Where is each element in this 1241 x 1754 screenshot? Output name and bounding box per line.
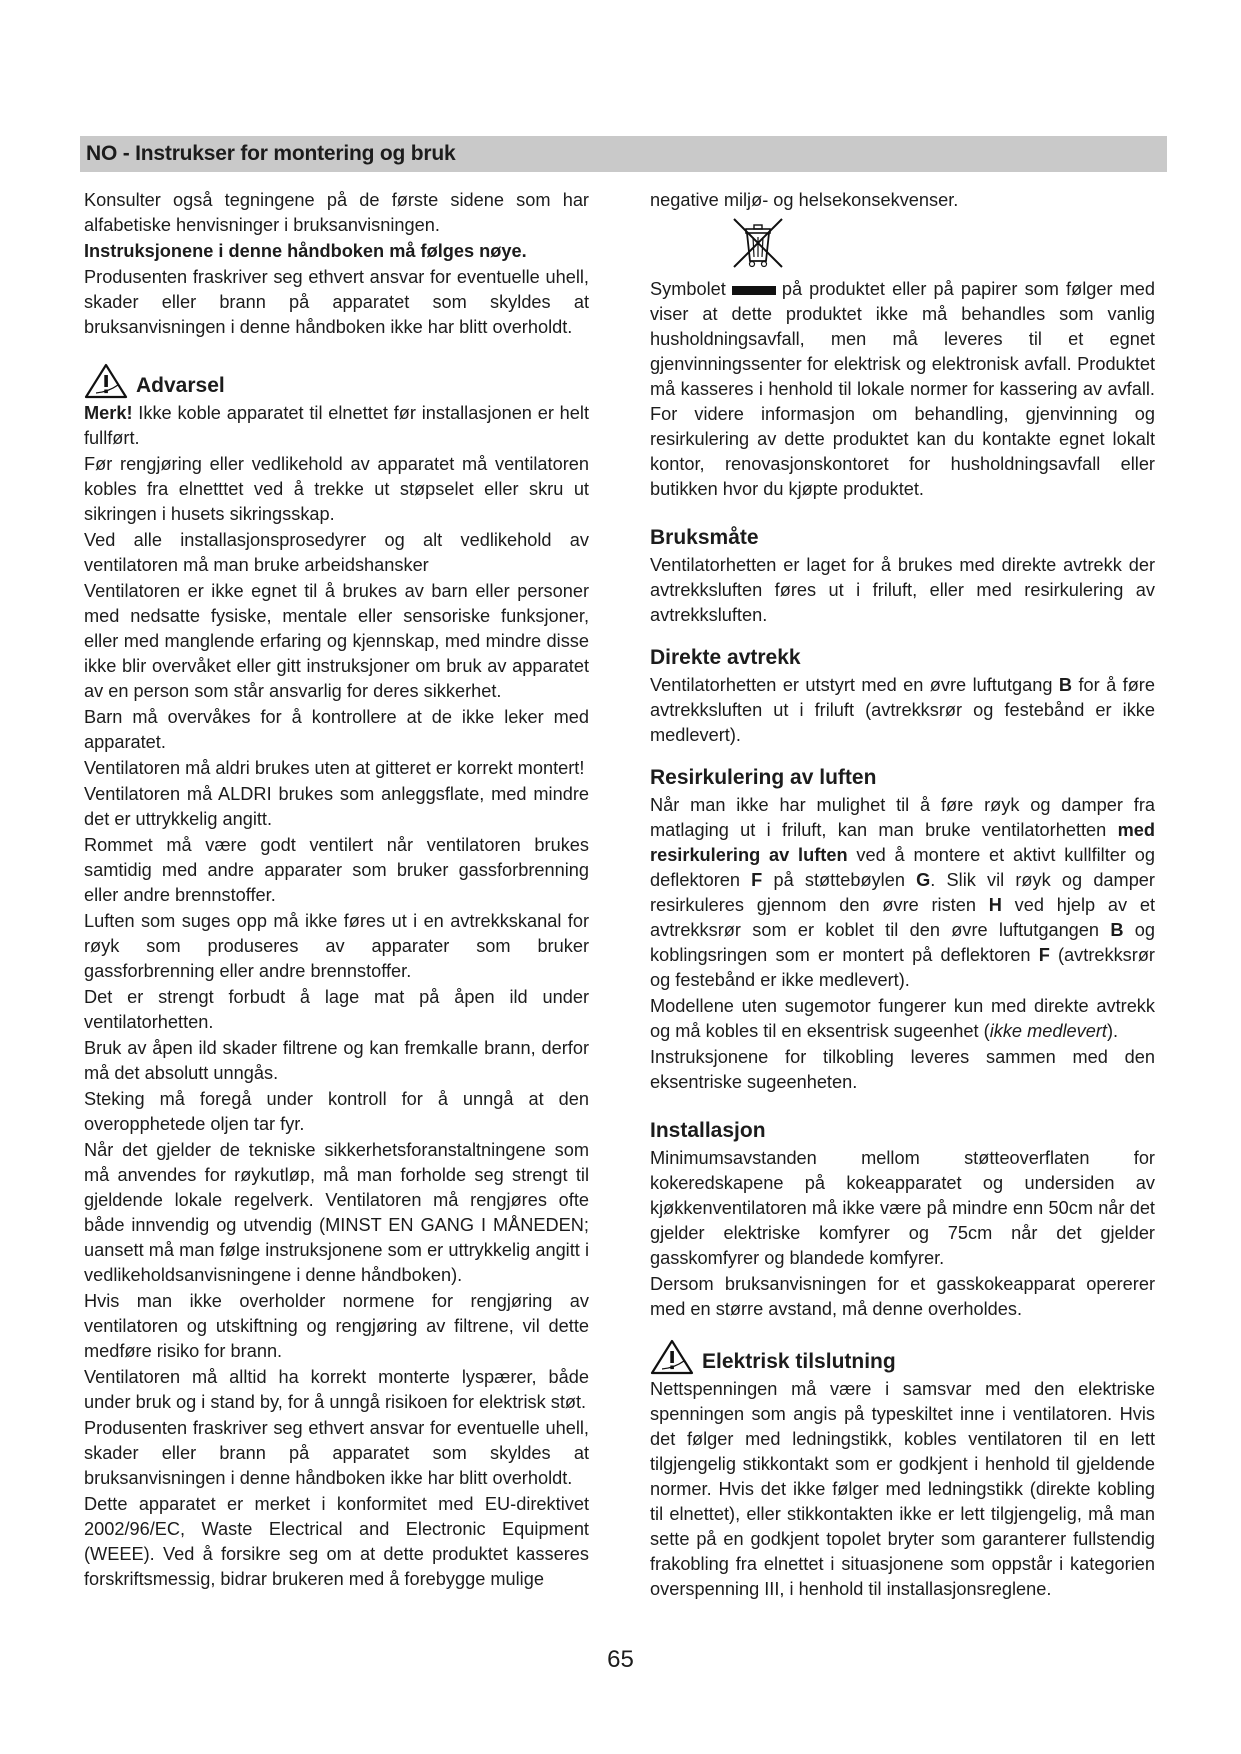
bruksmate-heading: Bruksmåte [650, 526, 759, 549]
bruksmate-paragraph: Ventilatorhetten er laget for å brukes med direkte avtrekk der avtrekksluften føres ut i friluft, eller med resirkulering av avtrekksluften. [650, 555, 1155, 625]
paragraph: Ventilatoren er ikke egnet til å brukes av barn eller personer med nedsatte fysiske, mentale eller sensoriske funksjoner, eller med manglende erfaring og kjennskap, med mindre disse ikke blir overvåket eller gitt instruksjoner om bruk av apparatet av en person som står ansvarlig for deres sikkerhet. [84, 581, 589, 701]
weee-symbol [650, 215, 1155, 271]
paragraph: Barn må overvåkes for å kontrollere at de ikke leker med apparatet. [84, 707, 589, 752]
warning-triangle-icon [650, 1339, 694, 1375]
direkte-avtrekk-paragraph: Ventilatorhetten er utstyrt med en øvre luftutgang B for å føre avtrekksluften ut i friluft (avtrekksrør og festebånd er ikke medlevert). [650, 675, 1155, 745]
warning-heading: Advarsel [136, 374, 225, 397]
paragraph: Det er strengt forbudt å lage mat på åpen ild under ventilatorhetten. [84, 987, 589, 1032]
resirkulering-paragraph: Når man ikke har mulighet til å føre røyk og damper fra matlaging ut i friluft, kan man bruke ventilatorhetten med resirkulering av luften ved å montere et aktivt kullfilter og deflektoren F på støttebøylen G. Slik vil røyk og damper resirkuleres gjennom den øvre risten H ved hjelp av et avtrekksrør som er koblet til den øvre luftutgangen B og koblingsringen som er montert på deflektoren F (avtrekksrør og festebånd er ikke medlevert). [650, 795, 1155, 990]
direkte-avtrekk-heading: Direkte avtrekk [650, 646, 801, 669]
disclaimer-paragraph: Produsenten fraskriver seg ethvert ansvar for eventuelle uhell, skader eller brann på apparatet som skyldes at bruksanvisningen i denne håndboken ikke har blitt overholdt. [84, 267, 589, 337]
installasjon-heading: Installasjon [650, 1119, 766, 1142]
elektrisk-heading: Elektrisk tilslutning [702, 1350, 896, 1373]
continued-paragraph: negative miljø- og helsekonsekvenser. [650, 190, 959, 210]
paragraph: Produsenten fraskriver seg ethvert ansvar for eventuelle uhell, skader eller brann på apparatet som skyldes at bruksanvisningen i denne håndboken ikke har blitt overholdt. [84, 1418, 589, 1488]
paragraph: Dette apparatet er merket i konformitet med EU-direktivet 2002/96/EC, Waste Electrical and Electronic Equipment (WEEE). Ved å forsikre seg om at dette produktet kasseres forskriftsmessig, bidrar brukeren med å forebygge mulige [84, 1494, 589, 1589]
paragraph: Luften som suges opp må ikke føres ut i en avtrekkskanal for røyk som produseres av apparater som bruker gassforbrenning eller andre brennstoffer. [84, 911, 589, 981]
paragraph: Steking må foregå under kontroll for å unngå at den overopphetede oljen tar fyr. [84, 1089, 589, 1134]
warning-heading-row [84, 363, 589, 399]
installasjon-paragraph: Minimumsavstanden mellom støtteoverflaten for kokeredskapene på kokeapparatet og undersiden av kjøkkenventilatoren må ikke være på mindre enn 50cm når det gjelder elektriske komfyrer og 75cm når det gjelder gasskomfyrer og blandede komfyrer. [650, 1148, 1155, 1268]
symbol-paragraph: Symbolet på produktet eller på papirer som følger med viser at dette produktet ikke må behandles som vanlig husholdningsavfall, men må leveres til et egnet gjenvinningssenter for elektrisk og elektronisk avfall. Produktet må kasseres i henhold til lokale normer for kassering av avfall. For videre informasjon om behandling, gjenvinning og resirkulering av dette produktet kan du kontakte egnet lokalt kontor, renovasjonskontoret for husholdningsavfall eller butikken hvor du kjøpte produktet. [650, 279, 1155, 499]
page-number: 65 [607, 1646, 634, 1673]
tilkobling-paragraph: Instruksjonene for tilkobling leveres sammen med den eksentriske sugeenheten. [650, 1047, 1155, 1092]
paragraph: Ventilatoren må ALDRI brukes som anleggsflate, med mindre det er uttrykkelig angitt. [84, 784, 589, 829]
elektrisk-heading-row [650, 1339, 1155, 1375]
merk-paragraph: Merk! Ikke koble apparatet til elnettet før installasjonen er helt fullført. [84, 403, 589, 448]
section-header-bar [80, 136, 1167, 172]
paragraph: Rommet må være godt ventilert når ventilatoren brukes samtidig med andre apparater som bruker gassforbrenning eller andre brennstoffer. [84, 835, 589, 905]
intro-paragraph: Konsulter også tegningene på de første sidene som har alfabetiske henvisninger i bruksanvisningen. [84, 190, 589, 235]
right-column [650, 188, 1155, 1603]
paragraph: Ved alle installasjonsprosedyrer og alt vedlikehold av ventilatoren må man bruke arbeidshansker [84, 530, 589, 575]
paragraph: Ventilatoren må alltid ha korrekt monterte lyspærer, både under bruk og i stand by, for å unngå risikoen for elektrisk støt. [84, 1367, 589, 1412]
left-column [84, 188, 589, 1593]
installasjon-paragraph-2: Dersom bruksanvisningen for et gasskokeapparat opererer med en større avstand, må denne overholdes. [650, 1274, 1155, 1319]
resirkulering-heading: Resirkulering av luften [650, 766, 877, 789]
paragraph: Hvis man ikke overholder normene for rengjøring av ventilatoren og utskiftning og rengjøring av filtrene, vil dette medføre risiko for brann. [84, 1291, 589, 1361]
black-bar-symbol-icon [732, 286, 776, 295]
intro-bold-paragraph: Instruksjonene i denne håndboken må følges nøye. [84, 241, 527, 261]
paragraph: Når det gjelder de tekniske sikkerhetsforanstaltningene som må anvendes for røykutløp, må man forholde seg strengt til gjeldende lokale regelverk. Ventilatoren må rengjøres ofte både innvendig og utvendig (MINST EN GANG I MÅNEDEN; uansett må man følge instruksjonene som er uttrykkelig angitt i vedlikeholdsanvisningene i denne håndboken). [84, 1140, 589, 1285]
page-title: NO - Instrukser for montering og bruk [86, 142, 456, 165]
elektrisk-paragraph: Nettspenningen må være i samsvar med den elektriske spenningen som angis på typeskiltet inne i ventilatoren. Hvis det følger med ledningstikk, kobles ventilatoren til en lett tilgjengelig stikkontakt som er godkjent i henhold til gjeldende normer. Hvis det ikke følger med ledningstikk (direkte kobling til elnettet), eller stikkontakten ikke er lett tilgjengelig, må man sette på en godkjent topolet bryter som garanterer fullstendig frakobling fra elnettet i situasjonene som oppstår i kategorien overspenning III, i henhold til installasjonsreglene. [650, 1379, 1155, 1599]
paragraph: Bruk av åpen ild skader filtrene og kan fremkalle brann, derfor må det absolutt unngås. [84, 1038, 589, 1083]
paragraph: Før rengjøring eller vedlikehold av apparatet må ventilatoren kobles fra elnetttet ved å trekke ut støpselet eller skru ut sikringen i husets sikringsskap. [84, 454, 589, 524]
sugemotor-paragraph: Modellene uten sugemotor fungerer kun med direkte avtrekk og må kobles til en eksentrisk sugeenhet (ikke medlevert). [650, 996, 1155, 1041]
warning-triangle-icon [84, 363, 128, 399]
paragraph: Ventilatoren må aldri brukes uten at gitteret er korrekt montert! [84, 758, 585, 778]
crossed-out-bin-icon [730, 215, 786, 271]
